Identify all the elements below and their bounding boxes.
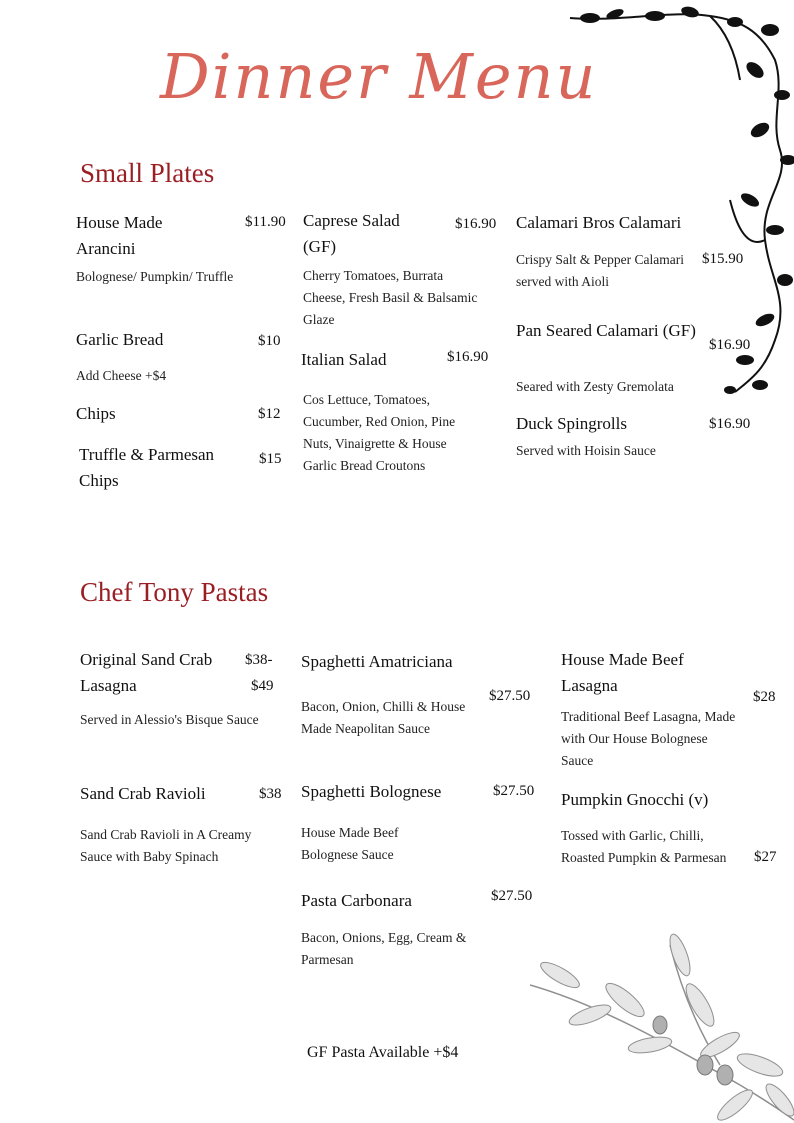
item-price: $38- xyxy=(245,652,273,668)
item-description: House Made Beef Bolognese Sauce xyxy=(301,825,399,862)
item-description: Seared with Zesty Gremolata xyxy=(516,379,674,394)
item-description: Bolognese/ Pumpkin/ Truffle xyxy=(76,269,234,284)
item-description: Crispy Salt & Pepper Calamari served with Aioli xyxy=(516,252,684,289)
item-price: $12 xyxy=(258,406,281,422)
section-heading-pastas: Chef Tony Pastas xyxy=(80,577,269,607)
item-price: $16.90 xyxy=(455,216,497,232)
item-price: $27 xyxy=(754,849,777,865)
item-name: Italian Salad xyxy=(301,350,387,369)
olive-branch-icon xyxy=(530,915,794,1123)
item-price: $49 xyxy=(251,678,274,694)
item-price: $38 xyxy=(259,786,282,802)
item-name: Pan Seared Calamari (GF) xyxy=(516,321,696,340)
item-price: $27.50 xyxy=(493,783,535,799)
section-heading-small-plates: Small Plates xyxy=(80,158,215,188)
item-price: $16.90 xyxy=(709,416,751,432)
item-price: $15.90 xyxy=(702,251,744,267)
item-price: $16.90 xyxy=(447,349,489,365)
item-description: Bacon, Onion, Chilli & House Made Neapolitan Sauce xyxy=(301,699,466,736)
item-description: Bacon, Onions, Egg, Cream & Parmesan xyxy=(301,930,467,967)
item-name: Sand Crab Ravioli xyxy=(80,784,206,803)
item-price: $27.50 xyxy=(491,888,533,904)
item-name: Chips xyxy=(76,404,116,423)
item-name: Truffle & Parmesan Chips xyxy=(79,445,215,490)
item-description: Traditional Beef Lasagna, Made with Our House Bolognese Sauce xyxy=(561,709,736,768)
item-name: Calamari Bros Calamari xyxy=(516,213,682,232)
item-description: Served with Hoisin Sauce xyxy=(516,443,656,458)
item-name: Spaghetti Amatriciana xyxy=(301,652,453,671)
item-price: $11.90 xyxy=(245,214,286,230)
item-description: Add Cheese +$4 xyxy=(76,368,167,383)
item-description: Cos Lettuce, Tomatoes, Cucumber, Red Onion, Pine Nuts, Vinaigrette & House Garlic Bread Croutons xyxy=(303,392,456,473)
item-price: $15 xyxy=(259,451,282,467)
gf-pasta-note: GF Pasta Available +$4 xyxy=(307,1044,459,1061)
item-description: Sand Crab Ravioli in A Creamy Sauce with Baby Spinach xyxy=(80,827,252,864)
item-name: House Made Arancini xyxy=(76,213,163,258)
item-name: Caprese Salad (GF) xyxy=(303,211,400,256)
item-price: $28 xyxy=(753,689,776,705)
item-description: Served in Alessio's Bisque Sauce xyxy=(80,712,259,727)
item-name: Original Sand Crab Lasagna xyxy=(80,650,213,695)
item-name: Pumpkin Gnocchi (v) xyxy=(561,790,709,809)
item-name: House Made Beef Lasagna xyxy=(561,650,684,695)
item-price: $27.50 xyxy=(489,688,531,704)
item-description: Cherry Tomatoes, Burrata Cheese, Fresh Basil & Balsamic Glaze xyxy=(303,268,478,327)
menu-title: Dinner Menu xyxy=(160,40,598,113)
item-name: Duck Spingrolls xyxy=(516,414,627,433)
item-price: $16.90 xyxy=(709,337,751,353)
item-name: Pasta Carbonara xyxy=(301,891,412,910)
item-name: Garlic Bread xyxy=(76,330,164,349)
item-description: Tossed with Garlic, Chilli, Roasted Pumpkin & Parmesan xyxy=(561,828,727,865)
item-name: Spaghetti Bolognese xyxy=(301,782,442,801)
item-price: $10 xyxy=(258,333,281,349)
